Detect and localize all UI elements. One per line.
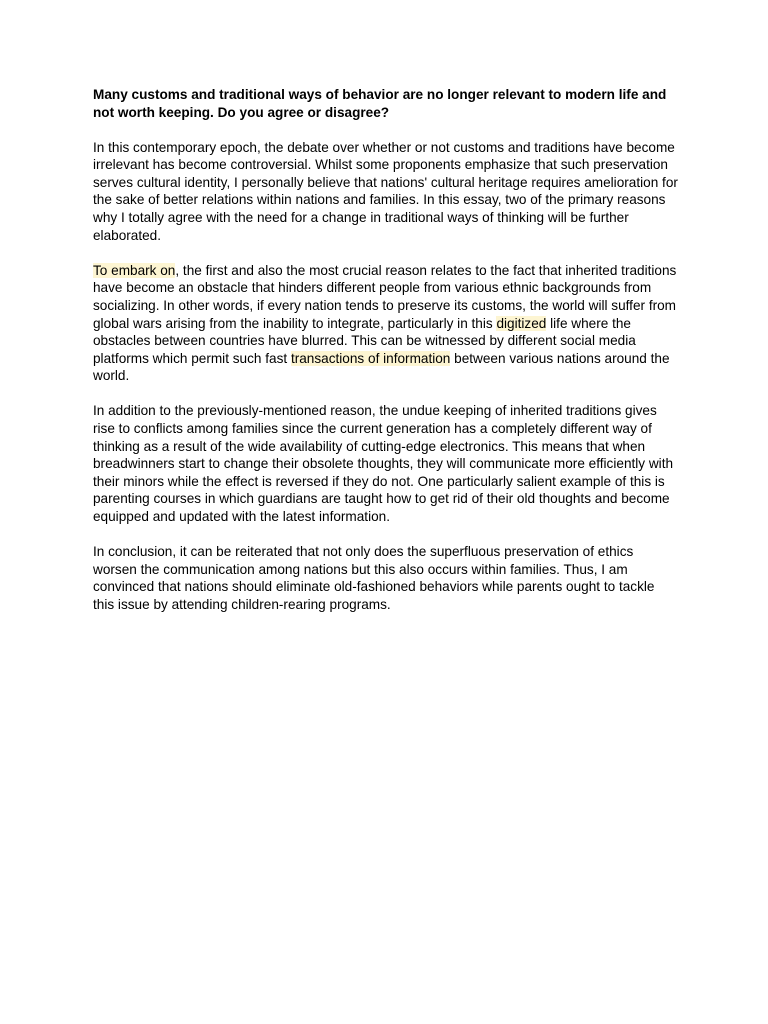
paragraph-introduction: In this contemporary epoch, the debate over whether or not customs and traditions have become irrelevant has become controversial. Whilst some proponents emphasize that such preservation serves cultural identity, I personally believe that nations' cultural heritage requires amelioration for the sake of better relations within nations and families. In this essay, two of the primary reasons why I totally agree with the need for a change in traditional ways of thinking will be further elaborated. (93, 139, 678, 243)
essay-document (93, 86, 679, 631)
highlight-digitized: digitized (496, 315, 547, 331)
paragraph-body-2: In addition to the previously-mentioned reason, the undue keeping of inherited traditions gives rise to conflicts among families since the current generation has a completely different way of thinking as a result of the wide availability of cutting-edge electronics. This means that when breadwinners start to change their obsolete thoughts, they will communicate more efficiently with their minors while the effect is reversed if they do not. One particularly salient example of this is parenting courses in which guardians are taught how to get rid of their old thoughts and become equipped and updated with the latest information. (93, 403, 674, 524)
paragraph-body-1-text-c: between various nations around the world. (93, 350, 670, 384)
paragraph-conclusion: In conclusion, it can be reiterated that not only does the superfluous preservation of ethics worsen the communication among nations but this also occurs within families. Thus, I am convinced that nations should eliminate old-fashioned behaviors while parents ought to tackle this issue by attending children-rearing programs. (93, 544, 655, 612)
paragraph-body-1 (93, 262, 679, 385)
highlight-to-embark-on: To embark on (93, 262, 176, 278)
highlight-transactions-of-information: transactions of information (290, 350, 451, 366)
essay-prompt-title: Many customs and traditional ways of behavior are no longer relevant to modern life and not worth keeping. Do you agree or disagree? (93, 87, 667, 120)
paragraph-body-1-text-a: , the first and also the most crucial reason relates to the fact that inherited traditions have become an obstacle that hinders different people from various ethnic backgrounds from socializing. In other words, if every nation tends to preserve its customs, the world will suffer from global wars arising from the inability to integrate, particularly in this (93, 262, 677, 331)
paragraph-body-1-text-b: life where the obstacles between countries have blurred. This can be witnessed by different social media platforms which permit such fast (93, 315, 636, 366)
